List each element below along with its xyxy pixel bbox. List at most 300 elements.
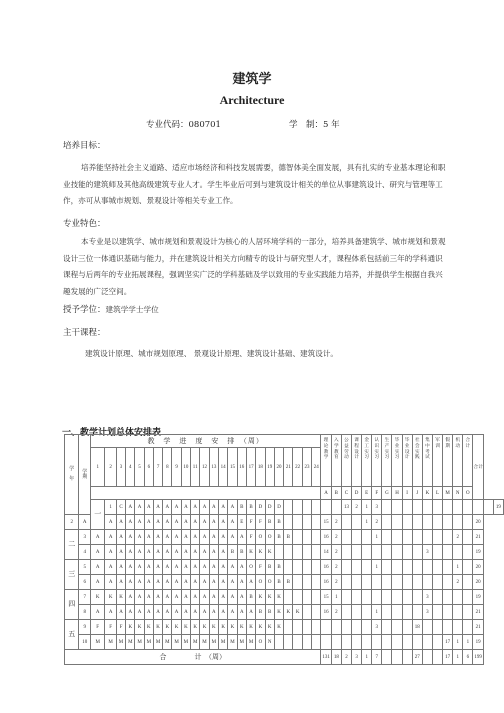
stat-cell: 17 — [443, 635, 453, 650]
week-letter-spacer — [90, 487, 320, 500]
week-number-header: 4 — [126, 448, 135, 487]
schedule-cell: K — [265, 620, 274, 635]
schedule-cell: K — [265, 590, 274, 605]
schedule-cell — [293, 590, 302, 605]
schedule-cell — [284, 635, 293, 650]
term-header-label: 期 — [82, 474, 88, 480]
stat-cell — [432, 515, 442, 530]
schedule-cell: A — [90, 575, 104, 590]
stat-header: 毕 业 设 计 — [402, 435, 412, 487]
week-number-header: 17 — [246, 448, 255, 487]
stat-cell — [463, 515, 473, 530]
schedule-cell: K — [246, 545, 255, 560]
stat-cell — [483, 500, 493, 515]
schedule-cell: A — [237, 530, 246, 545]
year-label: 四 — [65, 590, 79, 620]
stat-cell — [352, 530, 362, 545]
schedule-cell: M — [200, 635, 209, 650]
schedule-cell: A — [153, 605, 162, 620]
schedule-cell: A — [191, 515, 200, 530]
schedule-cell — [284, 590, 293, 605]
stat-cell — [362, 545, 372, 560]
program-title-english: Architecture — [219, 93, 285, 107]
stat-letter: B — [331, 487, 341, 500]
schedule-cell: A — [191, 530, 200, 545]
schedule-cell: A — [218, 545, 227, 560]
schedule-cell: A — [126, 590, 135, 605]
stat-header: 集 中 考 试 — [422, 435, 432, 487]
total-stat-cell: 2 — [341, 650, 351, 665]
schedule-cell: A — [218, 575, 227, 590]
schedule-cell — [293, 635, 302, 650]
week-number-header: 10 — [181, 448, 190, 487]
schedule-cell: A — [237, 560, 246, 575]
week-number-header: 7 — [153, 448, 162, 487]
stat-cell — [392, 635, 402, 650]
schedule-cell: A — [105, 545, 116, 560]
schedule-cell: A — [181, 590, 190, 605]
schedule-cell: A — [105, 560, 116, 575]
stat-cell: 20 — [473, 560, 483, 575]
stat-cell — [453, 590, 463, 605]
stat-cell — [432, 590, 442, 605]
stat-cell — [443, 575, 453, 590]
stat-cell: 20 — [473, 575, 483, 590]
schedule-cell: K — [256, 620, 265, 635]
stat-letter: O — [463, 487, 473, 500]
stat-cell — [382, 530, 392, 545]
stat-cell: 1 — [362, 515, 372, 530]
schedule-cell: A — [163, 605, 172, 620]
schedule-cell: A — [191, 500, 200, 515]
schedule-cell: K — [293, 605, 302, 620]
schedule-cell: A — [181, 575, 190, 590]
stat-cell — [463, 560, 473, 575]
term-number: 2 — [65, 515, 79, 530]
schedule-cell: M — [144, 635, 153, 650]
stat-cell — [432, 560, 442, 575]
schedule-cell: B — [265, 515, 274, 530]
schedule-cell: A — [163, 590, 172, 605]
stat-cell — [382, 635, 392, 650]
stat-cell — [443, 545, 453, 560]
stat-cell — [463, 575, 473, 590]
stat-total-header: 合计 — [473, 435, 483, 500]
stat-letter: F — [372, 487, 382, 500]
year-label: 一 — [90, 500, 104, 530]
stat-cell — [432, 545, 442, 560]
stat-cell — [382, 590, 392, 605]
stat-cell — [321, 620, 331, 635]
schedule-cell — [312, 605, 321, 620]
week-number-header: 9 — [172, 448, 181, 487]
total-stat-cell — [402, 650, 412, 665]
schedule-cell: A — [172, 560, 181, 575]
goal-paragraph: 培养能坚持社会主义道路、适应市场经济和科技发展需要，德智体美全面发展，具有扎实的专业基本理论和职业技能的建筑师及其他高级建筑专业人才。学生毕业后可到与建筑设计相关的单位从事建筑设计、研究与管理等工作，亦可从事城市规划、景观设计等相关专业工作。 — [63, 163, 446, 205]
schedule-cell: A — [200, 515, 209, 530]
stat-cell — [352, 575, 362, 590]
schedule-cell: K — [181, 620, 190, 635]
week-number-header: 18 — [256, 448, 265, 487]
schedule-cell: A — [153, 500, 162, 515]
stat-cell: 16 — [321, 530, 331, 545]
schedule-cell: A — [163, 515, 172, 530]
schedule-cell: A — [200, 560, 209, 575]
schedule-cell: A — [90, 605, 104, 620]
stat-cell — [341, 560, 351, 575]
stat-cell: 20 — [473, 515, 483, 530]
stat-cell — [443, 590, 453, 605]
schedule-cell: A — [105, 575, 116, 590]
schedule-cell — [312, 620, 321, 635]
stat-cell — [382, 605, 392, 620]
week-number-header: 19 — [265, 448, 274, 487]
stat-cell — [392, 590, 402, 605]
schedule-cell: A — [218, 590, 227, 605]
stat-cell — [392, 605, 402, 620]
stat-cell — [402, 635, 412, 650]
schedule-cell: M — [153, 635, 162, 650]
stat-cell — [382, 560, 392, 575]
schedule-cell: B — [274, 515, 283, 530]
stat-cell — [392, 545, 402, 560]
schedule-cell — [312, 635, 321, 650]
schedule-cell — [274, 635, 283, 650]
schedule-cell: A — [153, 590, 162, 605]
stat-cell — [432, 500, 442, 515]
stat-cell: 19 — [473, 590, 483, 605]
stat-cell: 2 — [331, 560, 341, 575]
stat-cell — [402, 500, 412, 515]
schedule-cell: A — [126, 605, 135, 620]
stat-cell — [422, 515, 432, 530]
stat-cell — [443, 515, 453, 530]
schedule-cell: B — [274, 560, 283, 575]
stat-cell — [432, 635, 442, 650]
section-title: 一、教学计划总体安排表 — [62, 428, 162, 438]
year-header-label: 学 — [69, 467, 75, 472]
stat-cell — [412, 515, 422, 530]
schedule-cell — [274, 545, 283, 560]
schedule-cell: A — [228, 560, 237, 575]
schedule-cell: K — [237, 620, 246, 635]
term-number: 7 — [79, 590, 91, 605]
schedule-cell: A — [228, 590, 237, 605]
stat-cell: 3 — [422, 545, 432, 560]
stat-cell — [341, 635, 351, 650]
stat-cell — [362, 605, 372, 620]
stat-header: 公 益 劳 动 — [341, 435, 351, 487]
stat-cell — [341, 620, 351, 635]
stat-letter: H — [392, 487, 402, 500]
stat-cell: 15 — [321, 515, 331, 530]
schedule-cell: M — [218, 635, 227, 650]
schedule-cell: A — [79, 515, 91, 530]
schedule-cell: D — [265, 500, 274, 515]
schedule-cell: F — [90, 620, 104, 635]
schedule-cell: F — [116, 620, 125, 635]
degree-text: 建筑学学士学位 — [105, 305, 159, 314]
schedule-cell: A — [172, 530, 181, 545]
schedule-cell — [284, 620, 293, 635]
schedule-cell: K — [274, 605, 283, 620]
term-header-label: 学 — [82, 469, 88, 475]
schedule-cell: B — [246, 500, 255, 515]
schedule-cell: A — [144, 530, 153, 545]
stat-cell — [392, 515, 402, 530]
stat-cell — [341, 545, 351, 560]
total-stat-cell: 3 — [352, 650, 362, 665]
schedule-cell: A — [218, 500, 227, 515]
week-number-header: 11 — [191, 448, 200, 487]
stat-cell — [422, 500, 432, 515]
stat-cell — [402, 560, 412, 575]
stat-cell — [453, 545, 463, 560]
schedule-cell: A — [200, 530, 209, 545]
stat-cell — [372, 635, 382, 650]
schedule-cell — [293, 545, 302, 560]
schedule-cell: A — [90, 530, 104, 545]
schedule-cell: A — [228, 515, 237, 530]
schedule-cell — [302, 635, 311, 650]
schedule-cell: D — [256, 500, 265, 515]
schedule-cell: A — [191, 590, 200, 605]
stat-cell — [432, 575, 442, 590]
stat-cell — [331, 635, 341, 650]
stat-cell: 13 — [341, 500, 351, 515]
stat-cell: 1 — [453, 560, 463, 575]
schedule-cell: A — [237, 575, 246, 590]
schedule-cell: A — [163, 530, 172, 545]
schedule-cell: A — [135, 545, 144, 560]
schedule-cell — [293, 500, 302, 515]
schedule-cell: A — [200, 605, 209, 620]
schedule-cell: A — [200, 545, 209, 560]
stat-cell — [422, 530, 432, 545]
stat-cell — [463, 605, 473, 620]
degree-heading — [63, 303, 159, 315]
schedule-cell: A — [135, 500, 144, 515]
schedule-cell: K — [144, 620, 153, 635]
schedule-cell: M — [135, 635, 144, 650]
schedule-cell — [284, 545, 293, 560]
stat-cell — [432, 530, 442, 545]
schedule-cell: K — [163, 620, 172, 635]
schedule-cell — [321, 500, 331, 515]
stat-cell: 1 — [362, 500, 372, 515]
stat-header: 金 工 实 习 — [362, 435, 372, 487]
schedule-cell: A — [116, 560, 125, 575]
schedule-cell: A — [163, 545, 172, 560]
stat-cell — [463, 545, 473, 560]
schedule-cell: A — [126, 545, 135, 560]
schedule-cell: A — [144, 590, 153, 605]
schedule-cell: M — [90, 635, 104, 650]
schedule-cell: A — [181, 545, 190, 560]
stat-cell — [392, 575, 402, 590]
total-stat-cell: 17 — [443, 650, 453, 665]
schedule-cell: A — [191, 605, 200, 620]
stat-cell — [382, 500, 392, 515]
schedule-cell: B — [256, 605, 265, 620]
week-number-header: 20 — [274, 448, 283, 487]
stat-cell — [402, 515, 412, 530]
stat-cell — [372, 575, 382, 590]
schedule-cell — [312, 590, 321, 605]
schedule-cell — [302, 530, 311, 545]
week-number-header: 14 — [218, 448, 227, 487]
schedule-cell — [284, 500, 293, 515]
schedule-header: 教 学 进 度 安 排 （周） — [90, 435, 320, 448]
stat-cell — [321, 635, 331, 650]
stat-letter: A — [321, 487, 331, 500]
stat-cell: 2 — [372, 515, 382, 530]
schedule-cell: A — [218, 605, 227, 620]
schedule-cell: K — [191, 620, 200, 635]
stat-cell: 19 — [493, 500, 503, 515]
stat-cell — [392, 500, 402, 515]
schedule-cell: A — [90, 545, 104, 560]
week-number-header: 24 — [312, 448, 321, 487]
schedule-cell: A — [116, 605, 125, 620]
stat-letter: I — [402, 487, 412, 500]
schedule-cell: A — [126, 515, 135, 530]
total-stat-cell: 131 — [321, 650, 331, 665]
feature-paragraph: 本专业是以建筑学、城市规划和景观设计为核心的人居环境学科的一部分，培养具备建筑学、城市规划和景观设计三位一体通识基础与能力，并在建筑设计相关方向精专的设计与研究型人才，课程体系包括前三年的学科通识课程与后两年的专业拓展课程，强调坚实广泛的学科基础及学以致用的专业实践能力培养，并提供学生根据自我兴趣发展的广泛空间。 — [63, 237, 446, 296]
schedule-cell — [293, 620, 302, 635]
stat-header: 认 识 实 习 — [372, 435, 382, 487]
stat-cell — [443, 605, 453, 620]
schedule-cell — [293, 530, 302, 545]
schedule-cell: A — [163, 500, 172, 515]
schedule-cell: A — [90, 560, 104, 575]
week-number-header: 13 — [209, 448, 218, 487]
stat-cell — [463, 500, 473, 515]
schedule-cell: B — [237, 545, 246, 560]
schedule-cell: A — [163, 560, 172, 575]
stat-cell — [443, 530, 453, 545]
stat-cell: 16 — [321, 605, 331, 620]
schedule-cell — [302, 500, 311, 515]
stat-cell — [362, 635, 372, 650]
schedule-cell: O — [265, 530, 274, 545]
stat-cell — [352, 515, 362, 530]
term-number: 9 — [79, 620, 91, 635]
schedule-cell — [293, 575, 302, 590]
stat-cell — [341, 515, 351, 530]
total-stat-cell — [432, 650, 442, 665]
program-title: 建筑学 — [232, 72, 272, 87]
schedule-cell: A — [172, 605, 181, 620]
total-stat-cell: 1 — [362, 650, 372, 665]
schedule-cell: O — [256, 575, 265, 590]
stat-cell — [422, 620, 432, 635]
stat-header: 假 期 — [443, 435, 453, 487]
stat-cell: 16 — [321, 575, 331, 590]
stat-cell — [422, 560, 432, 575]
stat-letter: L — [432, 487, 442, 500]
feature-heading: 专业特色： — [63, 219, 106, 229]
schedule-cell: N — [265, 635, 274, 650]
course-heading: 主干课程： — [63, 328, 106, 338]
stat-cell — [372, 545, 382, 560]
schedule-cell: A — [144, 515, 153, 530]
schedule-cell: A — [153, 575, 162, 590]
schedule-cell — [302, 590, 311, 605]
stat-cell — [382, 575, 392, 590]
schedule-cell: K — [172, 620, 181, 635]
schedule-cell — [284, 515, 293, 530]
stat-cell: 21 — [473, 530, 483, 545]
schedule-cell: O — [265, 575, 274, 590]
schedule-cell: K — [90, 590, 104, 605]
stat-cell — [453, 620, 463, 635]
teaching-plan-table — [64, 434, 504, 665]
stat-cell — [402, 590, 412, 605]
stat-cell: 1 — [372, 605, 382, 620]
program-code: 专业代码：080701 — [146, 120, 221, 130]
stat-header: 军 训 — [432, 435, 442, 487]
stat-cell — [382, 515, 392, 530]
stat-header: 机 动 — [453, 435, 463, 487]
stat-cell — [392, 530, 402, 545]
schedule-cell — [302, 575, 311, 590]
term-number: 6 — [79, 575, 91, 590]
stat-cell: 1 — [463, 635, 473, 650]
week-number-header: 5 — [135, 448, 144, 487]
schedule-cell: A — [105, 530, 116, 545]
schedule-cell: M — [172, 635, 181, 650]
schedule-cell: A — [246, 605, 255, 620]
year-header-label: 年 — [69, 477, 75, 482]
week-number-header: 23 — [302, 448, 311, 487]
stat-cell — [362, 620, 372, 635]
schedule-cell: A — [237, 605, 246, 620]
schedule-cell: A — [218, 560, 227, 575]
stat-cell: 2 — [453, 530, 463, 545]
schedule-cell: A — [228, 575, 237, 590]
stat-cell — [402, 575, 412, 590]
stat-cell — [352, 620, 362, 635]
program-duration: 学 制：5 年 — [289, 120, 340, 130]
schedule-cell: M — [228, 635, 237, 650]
total-label: 合 计 （周） — [65, 650, 321, 665]
schedule-cell: A — [126, 530, 135, 545]
schedule-cell: O — [256, 635, 265, 650]
schedule-cell: M — [181, 635, 190, 650]
stat-cell — [352, 560, 362, 575]
stat-cell — [341, 575, 351, 590]
schedule-cell: A — [218, 530, 227, 545]
schedule-cell: A — [209, 605, 218, 620]
schedule-cell: A — [163, 575, 172, 590]
stat-cell: 19 — [473, 635, 483, 650]
stat-cell — [412, 560, 422, 575]
schedule-cell: A — [181, 605, 190, 620]
schedule-cell: K — [274, 590, 283, 605]
term-number: 3 — [79, 530, 91, 545]
stat-letter: M — [443, 487, 453, 500]
stat-cell — [443, 620, 453, 635]
schedule-cell: A — [144, 605, 153, 620]
schedule-cell — [312, 500, 321, 515]
schedule-cell: O — [246, 560, 255, 575]
schedule-cell — [284, 560, 293, 575]
stat-cell — [443, 500, 453, 515]
stat-cell — [473, 500, 483, 515]
week-number-header: 12 — [200, 448, 209, 487]
schedule-cell — [312, 545, 321, 560]
